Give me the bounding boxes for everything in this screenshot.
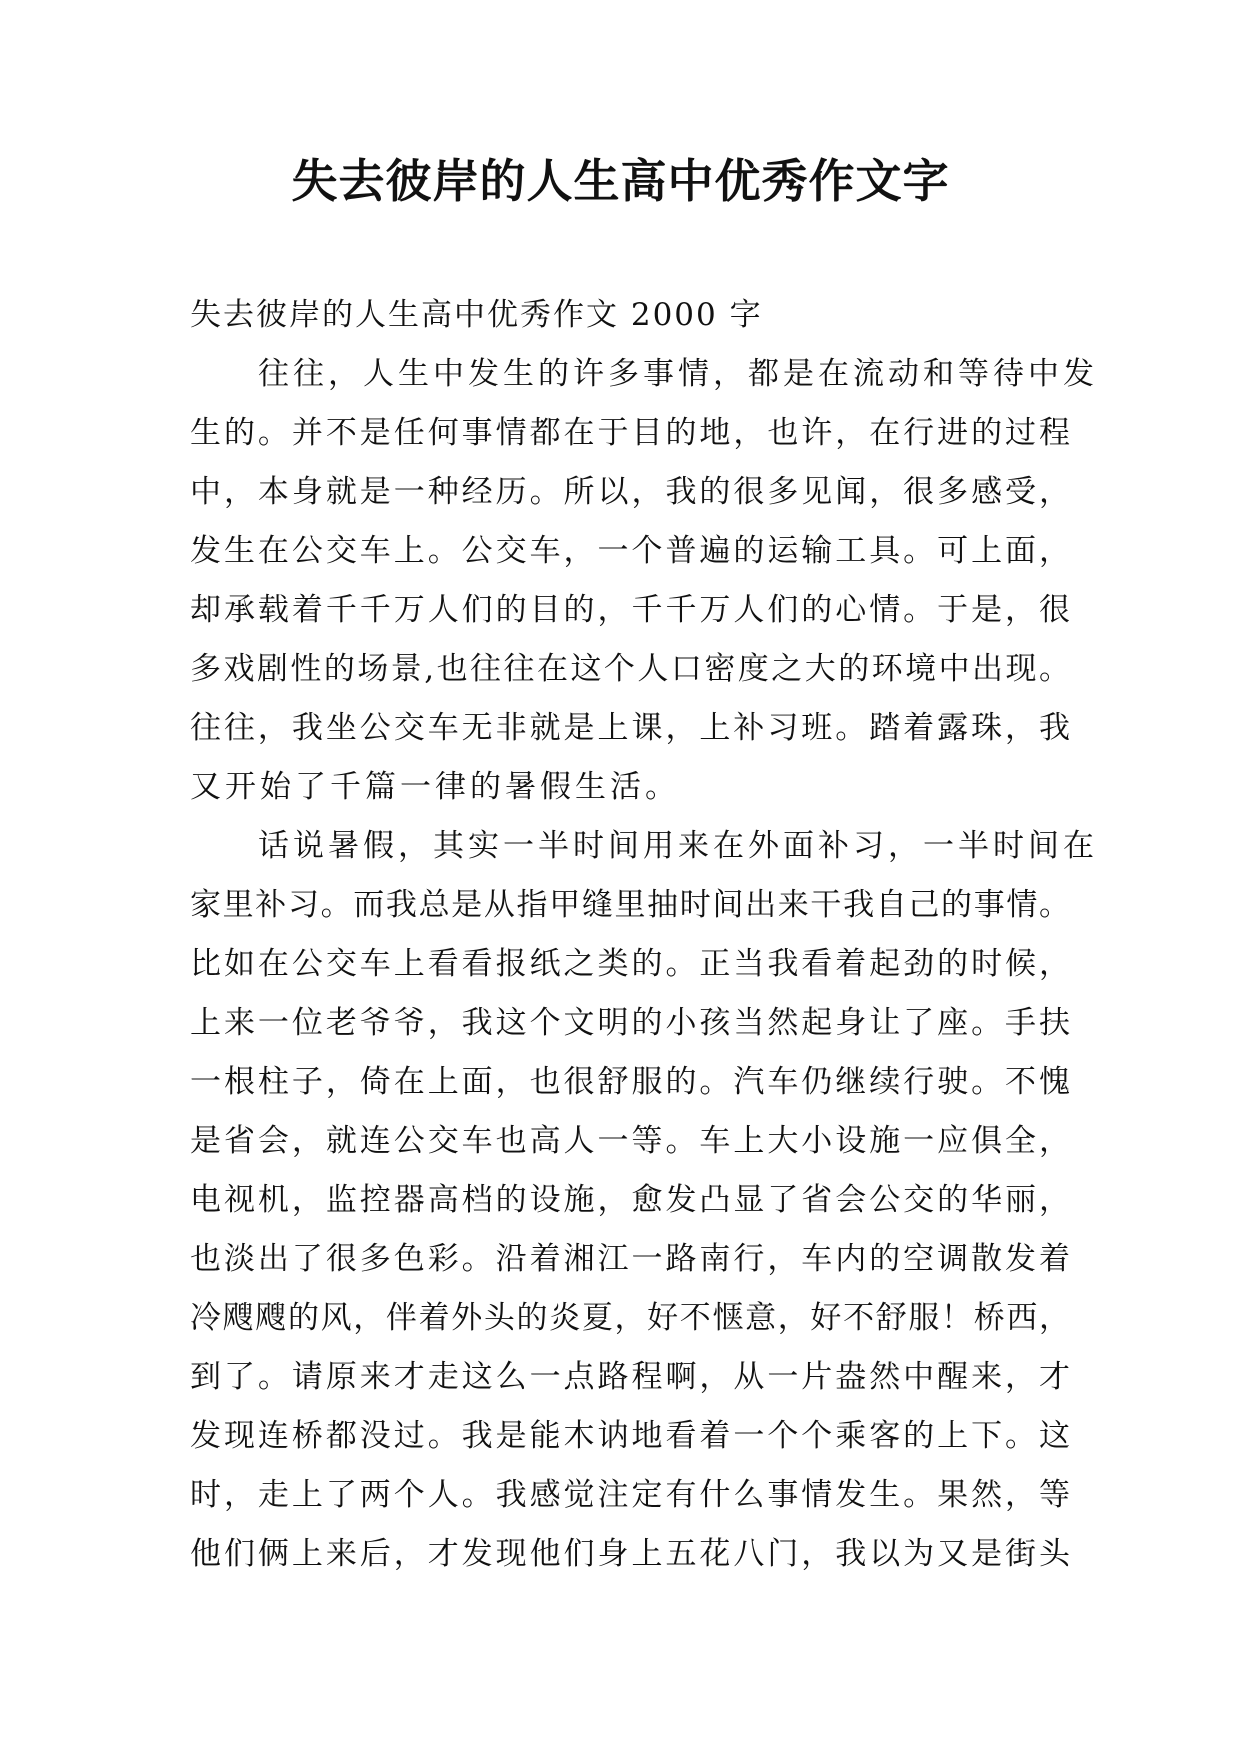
paragraph-line: 话说暑假，其实一半时间用来在外面补习，一半时间在 (258, 828, 1098, 864)
paragraph-line: 又开始了千篇一律的暑假生活。 (190, 769, 680, 805)
paragraph-line: 是省会，就连公交车也高人一等。车上大小设施一应俱全， (190, 1123, 1070, 1159)
paragraph-line: 多戏剧性的场景,也往往在这个人口密度之大的环境中出现。 (190, 651, 1070, 687)
paragraph-line: 中，本身就是一种经历。所以，我的很多见闻，很多感受， (190, 474, 1070, 510)
paragraph-line: 一根柱子，倚在上面，也很舒服的。汽车仍继续行驶。不愧 (190, 1064, 1070, 1100)
paragraph-line: 时，走上了两个人。我感觉注定有什么事情发生。果然，等 (190, 1477, 1070, 1513)
paragraph-line: 冷飕飕的风，伴着外头的炎夏，好不惬意，好不舒服！桥西， (190, 1300, 1070, 1336)
paragraph-line: 往往，我坐公交车无非就是上课，上补习班。踏着露珠，我 (190, 710, 1070, 746)
paragraph-line: 却承载着千千万人们的目的，千千万人们的心情。于是，很 (190, 592, 1070, 628)
paragraph-line: 比如在公交车上看看报纸之类的。正当我看着起劲的时候， (190, 946, 1070, 982)
document-body (190, 286, 1098, 1584)
paragraph-line: 发生在公交车上。公交车，一个普遍的运输工具。可上面， (190, 533, 1070, 569)
document-subtitle: 失去彼岸的人生高中优秀作文 2000 字 (190, 297, 763, 333)
document-title: 失去彼岸的人生高中优秀作文字 (291, 154, 950, 208)
paragraph-line: 发现连桥都没过。我是能木讷地看着一个个乘客的上下。这 (190, 1418, 1070, 1454)
paragraph-2 (190, 817, 1098, 1584)
paragraph-1 (190, 345, 1098, 817)
paragraph-line: 也淡出了很多色彩。沿着湘江一路南行，车内的空调散发着 (190, 1241, 1070, 1277)
paragraph-line: 到了。请原来才走这么一点路程啊，从一片盎然中醒来，才 (190, 1359, 1070, 1395)
paragraph-line: 电视机，监控器高档的设施，愈发凸显了省会公交的华丽， (190, 1182, 1070, 1218)
paragraph-line: 往往，人生中发生的许多事情，都是在流动和等待中发 (258, 356, 1098, 392)
paragraph-line: 家里补习。而我总是从指甲缝里抽时间出来干我自己的事情。 (190, 887, 1070, 923)
paragraph-line: 他们俩上来后，才发现他们身上五花八门，我以为又是街头 (190, 1536, 1070, 1572)
paragraph-line: 生的。并不是任何事情都在于目的地，也许，在行进的过程 (190, 415, 1070, 451)
paragraph-line: 上来一位老爷爷，我这个文明的小孩当然起身让了座。手扶 (190, 1005, 1070, 1041)
